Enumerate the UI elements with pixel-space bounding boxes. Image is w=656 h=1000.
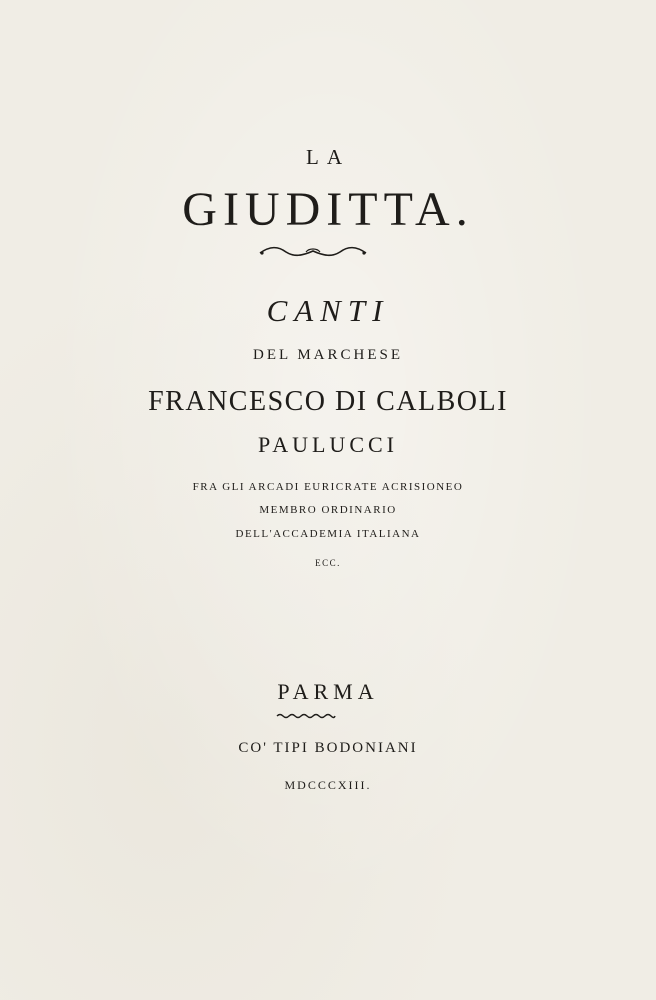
- book-title: GIUDITTA.: [182, 183, 474, 236]
- imprint-year: MDCCCXIII.: [284, 778, 372, 792]
- credential-line: ECC.: [315, 558, 341, 568]
- credential-line: FRA GLI ARCADI EURICRATE ACRISIONEO: [192, 481, 464, 493]
- genre-heading: CANTI: [266, 293, 390, 328]
- imprint-place: PARMA: [277, 679, 379, 704]
- title-article: LA: [306, 145, 350, 169]
- author-surname: PAULUCCI: [258, 432, 398, 457]
- author-name: FRANCESCO DI CALBOLI: [148, 386, 508, 417]
- credential-line: DELL'ACCADEMIA ITALIANA: [235, 528, 421, 540]
- flourish-ornament-icon: [258, 244, 368, 260]
- credential-line: MEMBRO ORDINARIO: [259, 504, 397, 516]
- author-prefix: DEL MARCHESE: [252, 347, 404, 363]
- imprint-printer: CO' TIPI BODONIANI: [238, 740, 418, 756]
- wavy-rule-icon: [276, 712, 336, 720]
